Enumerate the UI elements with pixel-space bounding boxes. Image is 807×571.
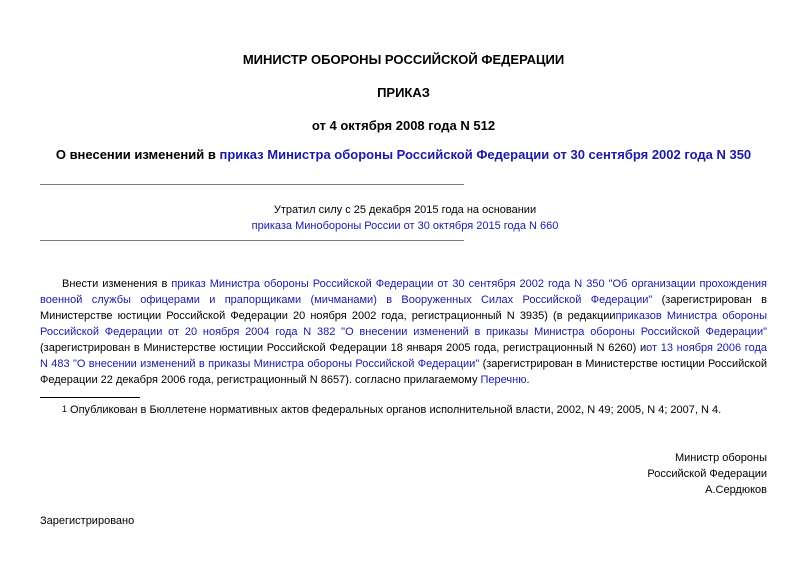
footnote-mark: 1 bbox=[62, 404, 68, 414]
signature-position: Министр обороны bbox=[675, 452, 767, 464]
order-body-paragraph bbox=[40, 276, 767, 388]
registered-label: Зарегистрировано bbox=[40, 515, 135, 527]
body-text-4: (зарегистрирован в Министерстве юстиции Российской Федерации 22 декабря 2006 года, регистрационный N 8657). согласно прилагаемому bbox=[40, 358, 767, 386]
body-link-list[interactable]: Перечню bbox=[480, 374, 527, 386]
issuer-heading: МИНИСТР ОБОРОНЫ РОССИЙСКОЙ ФЕДЕРАЦИИ bbox=[242, 52, 565, 67]
footnote bbox=[62, 402, 721, 417]
signature-name: А.Сердюков bbox=[705, 484, 767, 496]
body-link-order-350[interactable]: приказ Министра обороны Российской Федерации от 30 сентября 2002 года N 350 "Об организации прохождения военной службы офицерами и прапорщиками (мичманами) в Вооруженных Силах Российской Федерации" bbox=[40, 278, 767, 306]
signature-organization: Российской Федерации bbox=[647, 468, 767, 480]
document-title bbox=[0, 147, 807, 163]
repeal-notice-link[interactable]: приказа Минобороны России от 30 октября 2015 года N 660 bbox=[251, 220, 559, 232]
title-link[interactable]: приказ Министра обороны Российской Федерации от 30 сентября 2002 года N 350 bbox=[219, 147, 752, 162]
body-text-5: . bbox=[526, 374, 530, 386]
body-text-2: (зарегистрирован в Министерстве юстиции Российской Федерации 20 ноября 2002 года, регистрационный N 3935) (в редакции bbox=[40, 294, 767, 322]
notice-bottom-divider bbox=[40, 240, 464, 241]
repeal-notice-text: Утратил силу с 25 декабря 2015 года на основании bbox=[273, 204, 537, 216]
body-text-3: (зарегистрирован в Министерстве юстиции Российской Федерации 18 января 2005 года, регистрационный N 6260) и bbox=[40, 342, 647, 354]
notice-top-divider bbox=[40, 184, 464, 185]
body-link-order-483[interactable]: от 13 ноября 2006 года N 483 "О внесении изменений в приказы Министра обороны Российской Федерации" bbox=[40, 342, 767, 370]
signature-block bbox=[647, 450, 767, 498]
footnote-divider bbox=[40, 397, 140, 398]
document-type-heading: ПРИКАЗ bbox=[377, 85, 430, 100]
body-link-order-382[interactable]: приказов Министра обороны Российской Федерации от 20 ноября 2004 года N 382 "О внесении изменений в приказы Министра обороны Российской Федерации" bbox=[40, 310, 767, 338]
body-text-1: Внести изменения в bbox=[62, 278, 172, 290]
title-prefix: О внесении изменений в bbox=[55, 147, 220, 162]
date-number-heading: от 4 октября 2008 года N 512 bbox=[311, 118, 496, 133]
footnote-text: Опубликован в Бюллетене нормативных актов федеральных органов исполнительной власти, 2002, N 49; 2005, N 4; 2007, N 4. bbox=[70, 404, 722, 416]
